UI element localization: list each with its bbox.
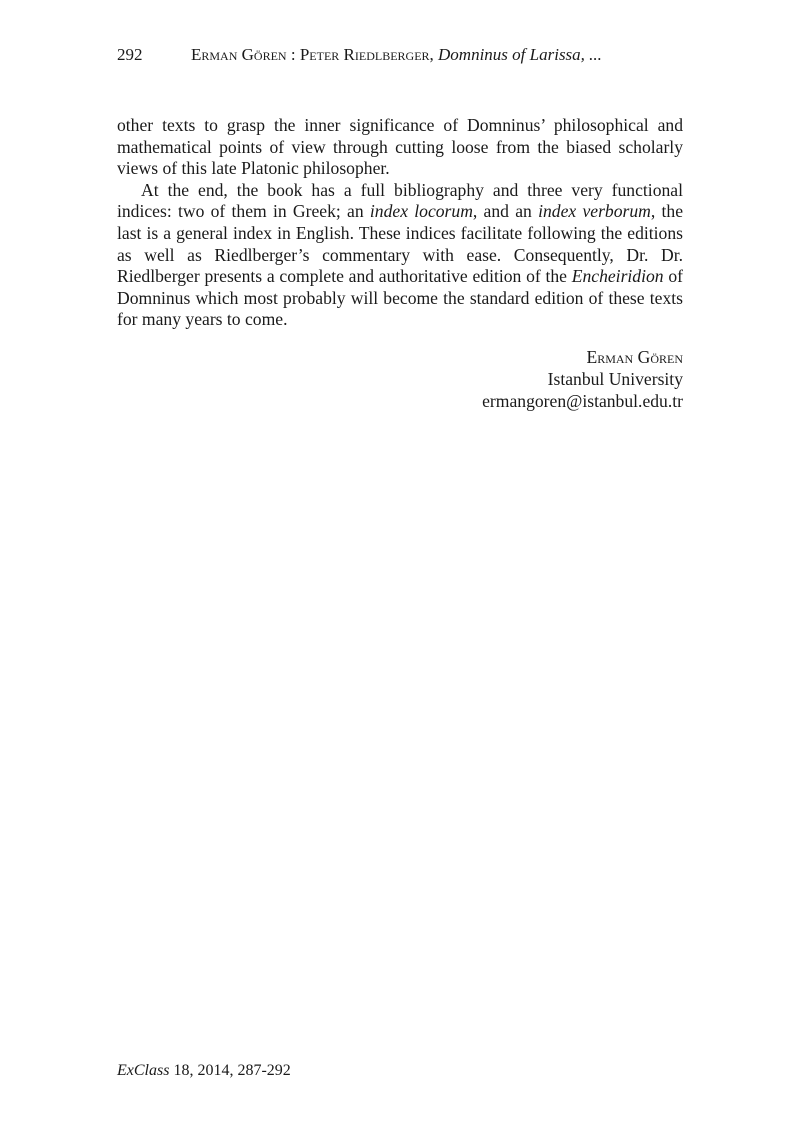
running-head (117, 44, 683, 66)
index-verborum-term: index verborum (538, 201, 651, 222)
header-reviewer-name: Erman Gören (191, 45, 287, 64)
reviewer-signature (117, 346, 683, 412)
page-number: 292 (117, 45, 143, 64)
index-locorum-term: index locorum (369, 201, 473, 222)
paragraph-conclusion (117, 180, 683, 331)
paragraph-2-part-1: At the end, the book has a full bibliography and three very functional indices: two of them in Greek; an (117, 179, 683, 222)
header-author-name: Peter Riedlberger (299, 45, 430, 64)
reviewer-email: ermangoren@istanbul.edu.tr (482, 391, 683, 411)
header-comma: , (429, 45, 439, 64)
paragraph-2-part-3: , the last is a general index in English. These indices facilitate following the editions as well as Riedlberger’s commentary with ease. Consequently, Dr. Dr. Riedlberger presents a complete and authoritative edition of the (117, 201, 684, 287)
header-separator: : (286, 45, 300, 64)
reviewer-name: Erman Gören (586, 347, 683, 367)
article-body (117, 115, 683, 331)
journal-footer (117, 1061, 291, 1081)
journal-name: ExClass (117, 1062, 170, 1079)
reviewer-affiliation: Istanbul University (547, 369, 683, 389)
paragraph-2-part-4: of Domninus which most probably will become the standard edition of these texts for many years to come. (117, 266, 683, 330)
paragraph-continued (117, 115, 683, 180)
paragraph-2-part-2: , and an (472, 201, 539, 222)
encheiridion-title: Encheiridion (571, 266, 664, 287)
header-book-title: Domninus of Larissa, ... (438, 45, 602, 64)
journal-citation: 18, 2014, 287-292 (169, 1062, 291, 1079)
paragraph-1-text: other texts to grasp the inner significance of Domninus’ philosophical and mathematical points of view through cutting loose from the biased scholarly views of this late Platonic philosopher. (117, 115, 683, 179)
